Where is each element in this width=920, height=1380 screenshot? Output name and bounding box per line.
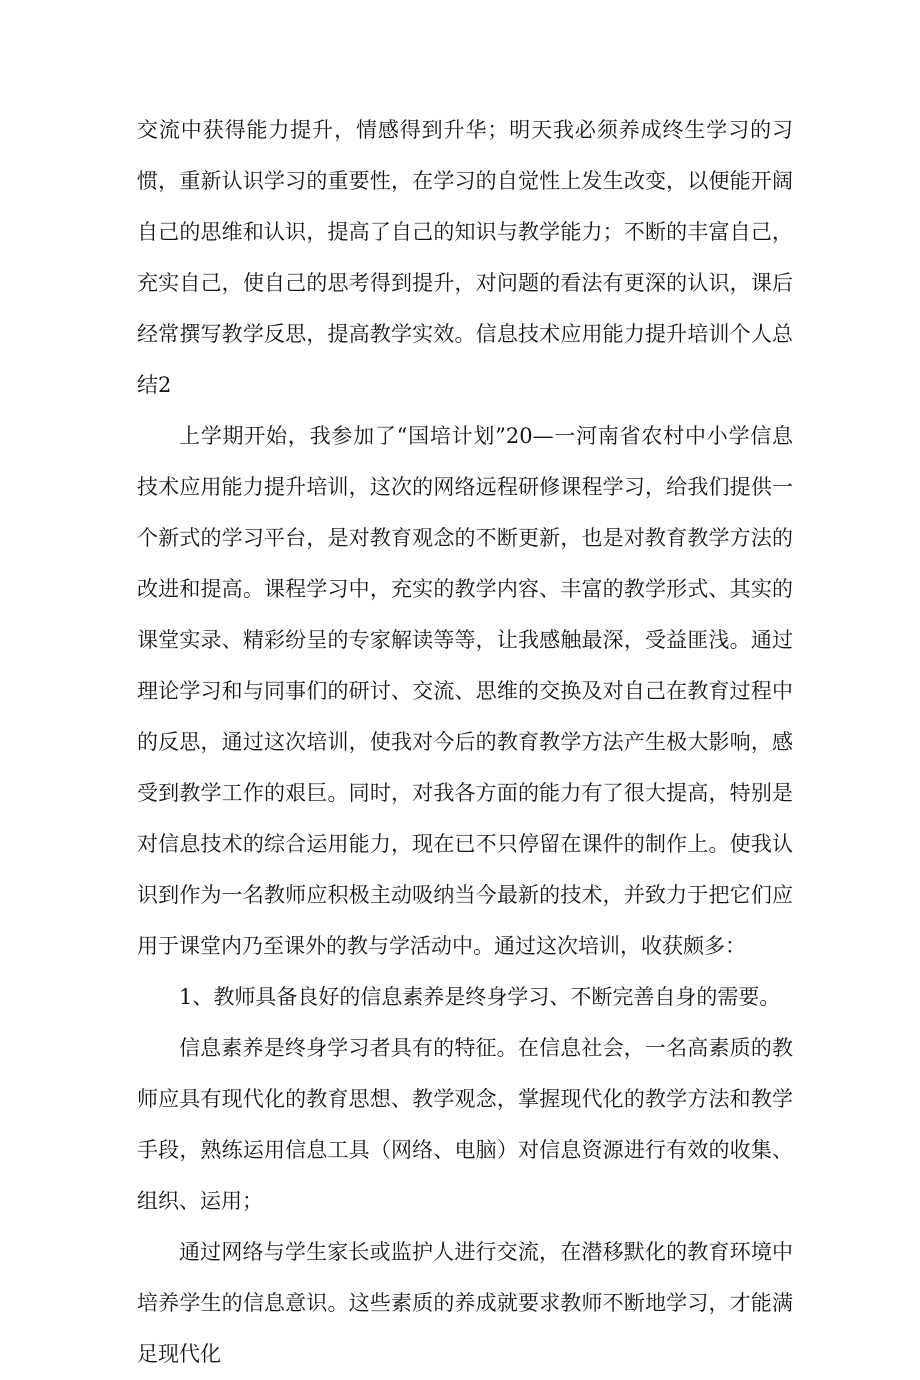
paragraph-5: 通过网络与学生家长或监护人进行交流，在潜移默化的教育环境中培养学生的信息意识。这些素质的养成就要求教师不断地学习，才能满足现代化	[137, 1240, 793, 1366]
document-page	[137, 105, 793, 1380]
paragraph-4: 信息素养是终身学习者具有的特征。在信息社会，一名高素质的教师应具有现代化的教育思想、教学观念，掌握现代化的教学方法和教学手段，熟练运用信息工具（网络、电脑）对信息资源进行有效的收集、组织、运用；	[137, 1036, 793, 1213]
paragraph-3: 1、教师具备良好的信息素养是终身学习、不断完善自身的需要。	[179, 985, 781, 1009]
paragraph-2: 上学期开始，我参加了“国培计划”20—一河南省农村中小学信息技术应用能力提升培训，这次的网络远程研修课程学习，给我们提供一个新式的学习平台，是对教育观念的不断更新，也是对教育教学方法的改进和提高。课程学习中，充实的教学内容、丰富的教学形式、其实的课堂实录、精彩纷呈的专家解读等等，让我感触最深，受益匪浅。通过理论学习和与同事们的研讨、交流、思维的交换及对自己在教育过程中的反思，通过这次培训，使我对今后的教育教学方法产生极大影响，感受到教学工作的艰巨。同时，对我各方面的能力有了很大提高，特别是对信息技术的综合运用能力，现在已不只停留在课件的制作上。使我认识到作为一名教师应积极主动吸纳当今最新的技术，并致力于把它们应用于课堂内乃至课外的教与学活动中。通过这次培训，收获颇多：	[137, 424, 793, 958]
paragraph-1: 交流中获得能力提升，情感得到升华；明天我必须养成终生学习的习惯，重新认识学习的重要性，在学习的自觉性上发生改变，以便能开阔自己的思维和认识，提高了自己的知识与教学能力；不断的丰富自己，充实自己，使自己的思考得到提升，对问题的看法有更深的认识，课后经常撰写教学反思，提高教学实效。信息技术应用能力提升培训个人总结2	[137, 118, 793, 397]
